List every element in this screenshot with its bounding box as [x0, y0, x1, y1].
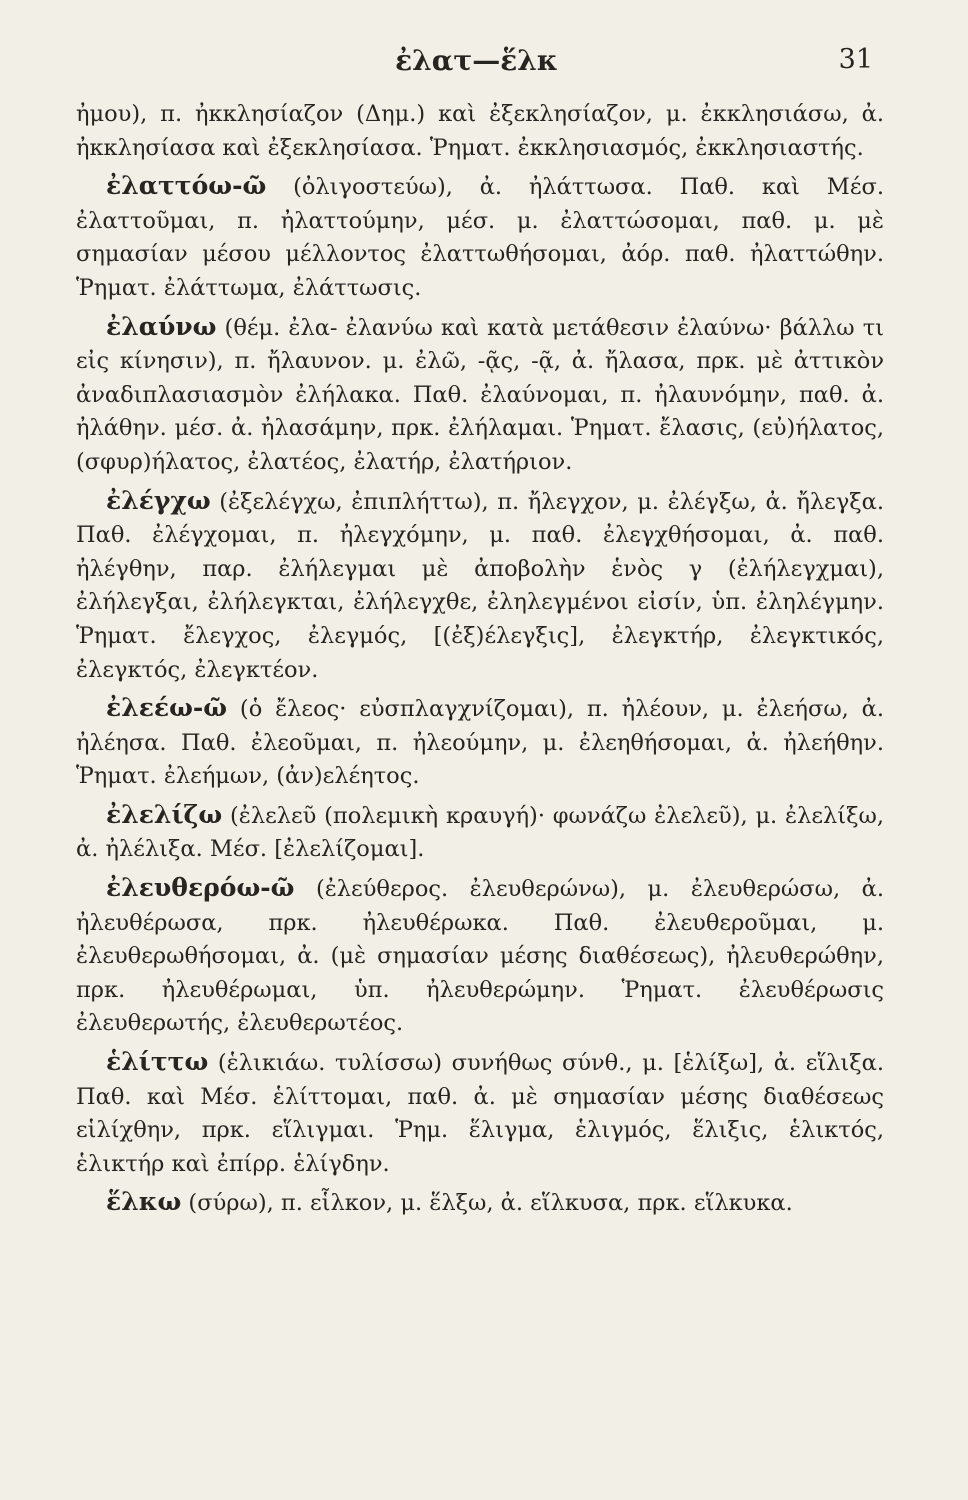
dictionary-entry	[76, 691, 884, 794]
entry-text: (ἐλεύθερος. ἐλευθερώνω), μ. ἐλευθερώσω, ἀ. ἠλευθέρωσα, πρκ. ἠλευθέρωκα. Παθ. ἐλευθεροῦμαι, μ. ἐλευθερωθήσομαι, ἀ. (μὲ σημασίαν μέσης διαθέσεως), ἠλευθερώθην, πρκ. ἠλευθέρωμαι, ὑπ. ἠλευθερώμην. Ῥηματ. ἐλευθέρωσις ἐλευθερωτής, ἐλευθερωτέος.	[76, 876, 884, 1037]
page-header	[80, 44, 873, 84]
dictionary-entry	[76, 169, 884, 305]
entry-text: ἠμου), π. ἠκκλησίαζον (Δημ.) καὶ ἐξεκλησίαζον, μ. ἐκκλησιάσω, ἀ. ἠκκλησίασα καὶ ἐξεκλησίασα. Ῥηματ. ἐκκλησιασμός, ἐκκλησιαστής.	[76, 101, 884, 161]
running-head: ἐλατ—ἕλκ	[395, 44, 558, 77]
entry-lemma: ἐλαττόω-ῶ	[106, 171, 267, 201]
dictionary-entry	[76, 484, 884, 688]
entry-text: (ὀλιγοστεύω), ἀ. ἠλάττωσα. Παθ. καὶ Μέσ. ἐλαττοῦμαι, π. ἠλαττούμην, μέσ. μ. ἐλαττώσομαι, παθ. μ. μὲ σημασίαν μέσου μέλλοντος ἐλαττωθήσομαι, ἀόρ. παθ. ἠλαττώθην. Ῥηματ. ἐλάττωμα, ἐλάττωσις.	[76, 174, 884, 301]
entry-lemma: ἐλεέω-ῶ	[106, 693, 228, 723]
entry-lemma: ἑλίττω	[106, 1047, 209, 1077]
entry-text: (ὁ ἔλεος· εὐσπλαγχνίζομαι), π. ἠλέουν, μ. ἐλεήσω, ἀ. ἠλέησα. Παθ. ἐλεοῦμαι, π. ἠλεούμην, μ. ἐλεηθήσομαι, ἀ. ἠλεήθην. Ῥηματ. ἐλεήμων, (ἀν)ελέητος.	[76, 696, 884, 790]
entry-lemma: ἐλέγχω	[106, 485, 211, 515]
dictionary-entry	[76, 798, 884, 867]
entry-text: (σύρω), π. εἷλκον, μ. ἕλξω, ἀ. εἵλκυσα, πρκ. εἵλκυκα.	[181, 1190, 793, 1217]
page-number: 31	[838, 44, 873, 75]
entry-lemma: ἕλκω	[106, 1187, 182, 1217]
dictionary-entry	[76, 871, 884, 1041]
page-body	[76, 96, 884, 1221]
entry-text: (ἐλελεῦ (πολεμικὴ κραυγή)· φωνάζω ἐλελεῦ), μ. ἐλελίξω, ἀ. ἠλέλιξα. Μέσ. [ἐλελίζομαι].	[76, 802, 884, 863]
entry-lemma: ἐλευθερόω-ῶ	[106, 873, 295, 903]
dictionary-entry	[76, 1185, 884, 1221]
dictionary-entry-continued	[76, 96, 884, 165]
entry-text: (ἐξελέγχω, ἐπιπλήττω), π. ἤλεγχον, μ. ἐλέγξω, ἀ. ἤλεγξα. Παθ. ἐλέγχομαι, π. ἠλεγχόμην, μ. παθ. ἐλεγχθήσομαι, ἀ. παθ. ἠλέγθην, παρ. ἐλήλεγμαι μὲ ἀποβολὴν ἑνὸς γ (ἐλήλεγχμαι), ἐλήλεγξαι, ἐλήλεγκται, ἐλήλεγχθε, ἐληλεγμένοι εἰσίν, ὑπ. ἐληλέγμην. Ῥηματ. ἔλεγχος, ἐλεγμός, [(ἐξ)έλεγξις], ἐλεγκτήρ, ἐλεγκτικός, ἐλεγκτός, ἐλεγκτέον.	[76, 488, 884, 683]
dictionary-entry	[76, 310, 884, 480]
entry-lemma: ἐλελίζω	[106, 799, 223, 829]
dictionary-entry	[76, 1045, 884, 1181]
entry-lemma: ἐλαύνω	[106, 311, 217, 341]
entry-text: (ἑλικιάω. τυλίσσω) συνήθως σύνθ., μ. [ἑλίξω], ἀ. εἵλιξα. Παθ. καὶ Μέσ. ἑλίττομαι, παθ. ἀ. μὲ σημασίαν μέσης διαθέσεως εἱλίχθην, πρκ. εἵλιγμαι. Ῥημ. ἕλιγμα, ἑλιγμός, ἕλιξις, ἑλικτός, ἑλικτήρ καὶ ἐπίρρ. ἑλίγδην.	[76, 1050, 884, 1177]
entry-text: (θέμ. ἐλα- ἐλανύω καὶ κατὰ μετάθεσιν ἐλαύνω· βάλλω τι εἰς κίνησιν), π. ἤλαυνον. μ. ἐλῶ, -ᾷς, -ᾷ, ἀ. ἤλασα, πρκ. μὲ ἀττικὸν ἀναδιπλασιασμὸν ἐλήλακα. Παθ. ἐλαύνομαι, π. ἠλαυνόμην, παθ. ἀ. ἠλάθην. μέσ. ἀ. ἠλασάμην, πρκ. ἐλήλαμαι. Ῥηματ. ἔλασις, (εὐ)ήλατος, (σφυρ)ήλατος, ἐλατέος, ἐλατήρ, ἐλατήριον.	[76, 314, 884, 475]
